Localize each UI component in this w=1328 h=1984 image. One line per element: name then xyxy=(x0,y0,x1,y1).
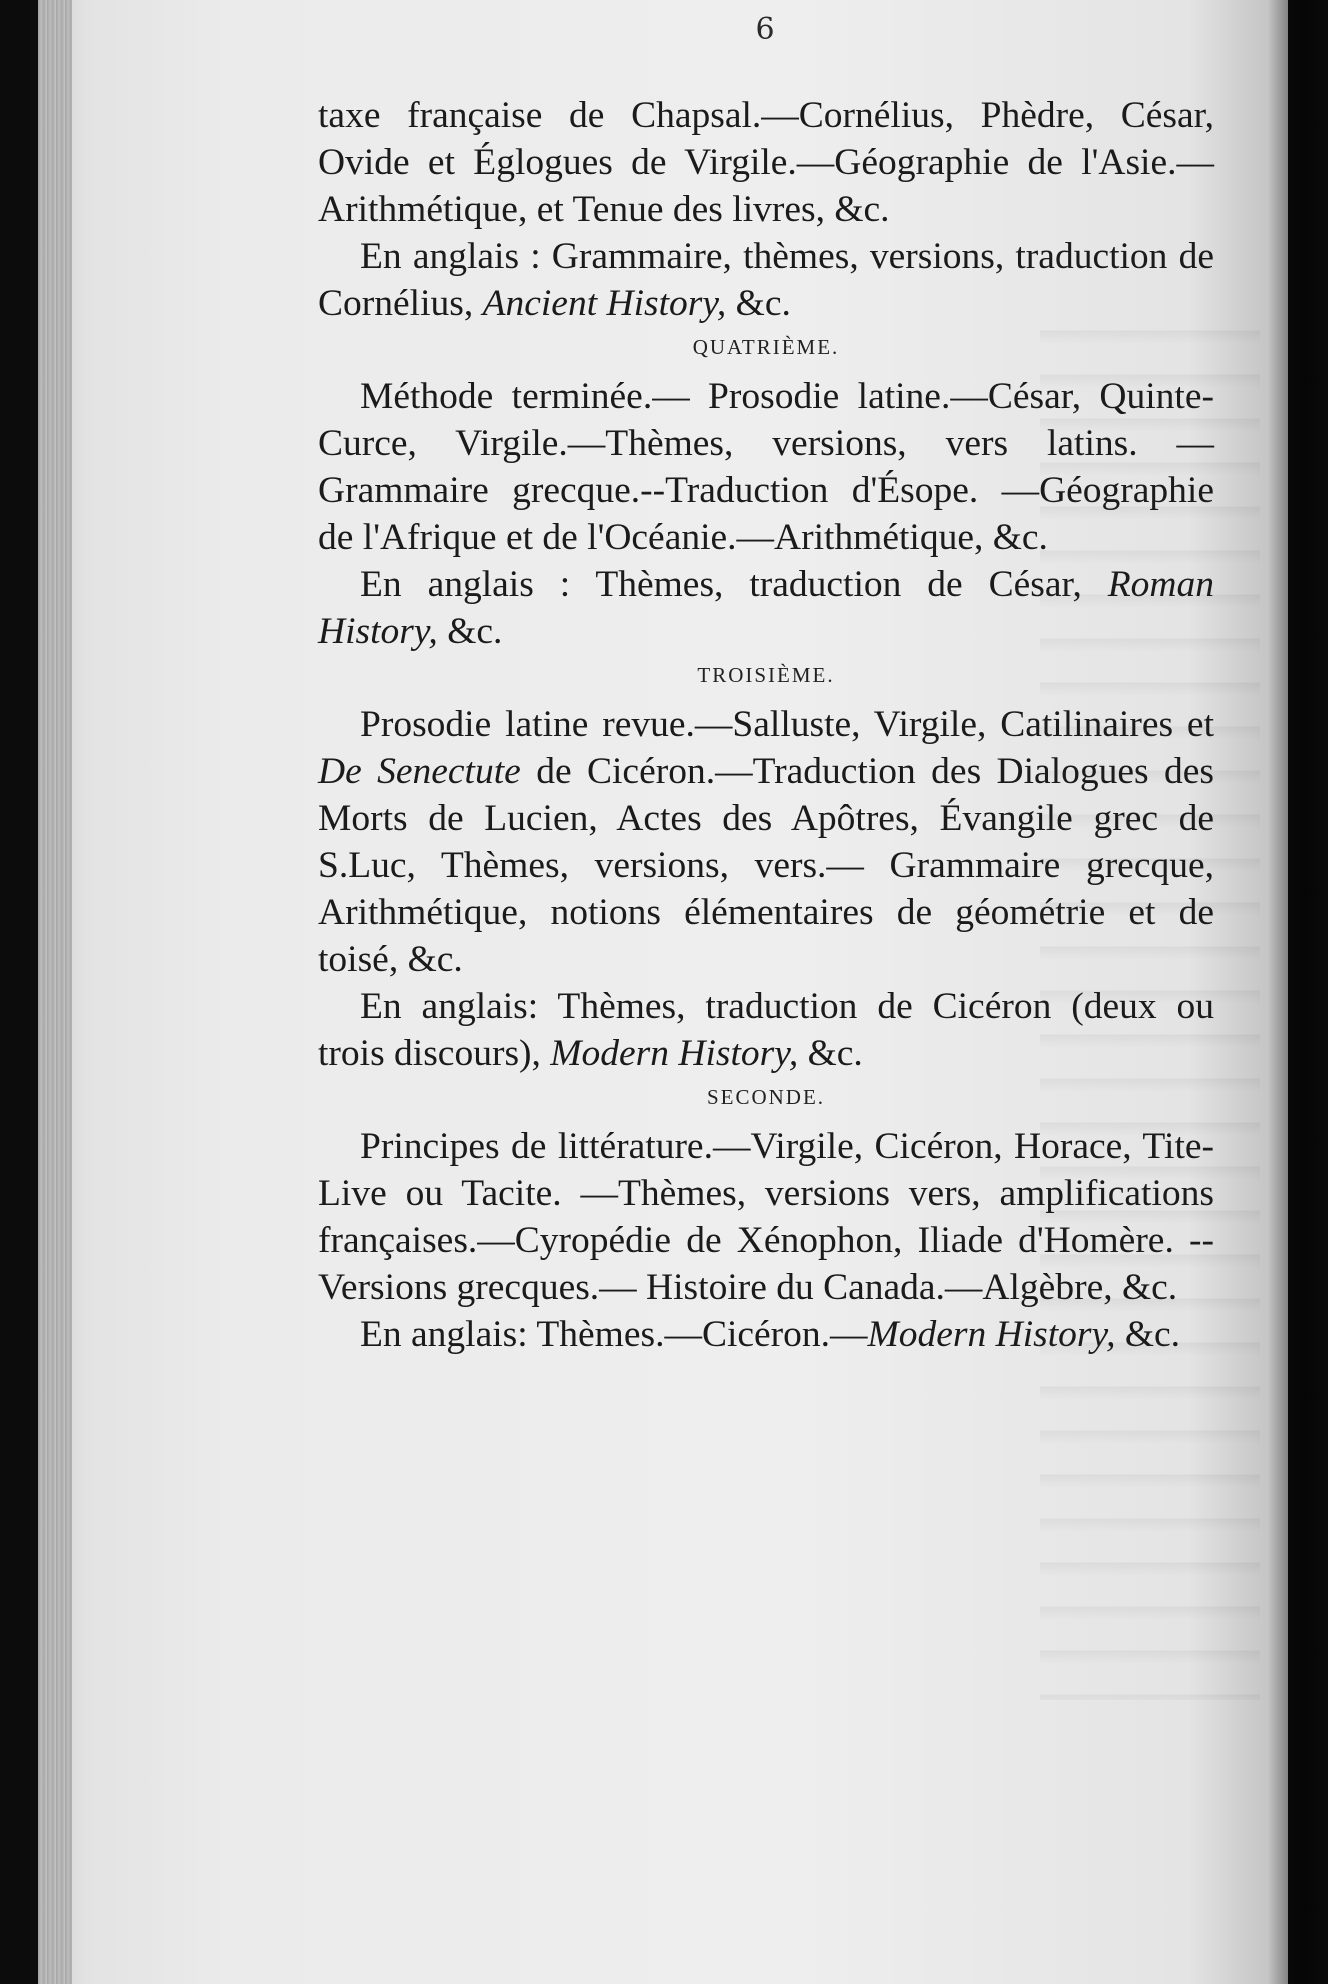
troisieme-italic: De Senectute xyxy=(318,751,521,792)
troisieme-english-text: En anglais: Thèmes, traduction de Cicéron (deux ou trois discours), xyxy=(318,986,1214,1074)
intro-english-paragraph xyxy=(318,233,1214,327)
intro-english-suffix: &c. xyxy=(726,283,791,324)
quatrieme-english-paragraph xyxy=(318,561,1214,655)
troisieme-english-paragraph xyxy=(318,983,1214,1077)
seconde-english-text: En anglais: Thèmes.—Cicéron.— xyxy=(360,1314,868,1355)
seconde-english-italic: Modern History, xyxy=(867,1314,1116,1355)
seconde-english-paragraph xyxy=(318,1311,1214,1358)
binding-shadow xyxy=(1268,0,1328,1984)
quatrieme-english-text: En anglais : Thèmes, traduction de César, xyxy=(360,564,1108,605)
heading-troisieme: TROISIÈME. xyxy=(697,663,835,687)
body-text xyxy=(318,92,1214,1358)
quatrieme-english-italic: Roman History, xyxy=(318,564,1214,652)
troisieme-suffix: de Cicéron.—Traduction des Dialogues des Morts de Lucien, Actes des Apôtres, Évangile grec de S.Luc, Thèmes, versions, vers.— Grammaire grecque, Arithmétique, notions élémentaires de géométrie et de toisé, &c. xyxy=(318,751,1214,980)
seconde-english-suffix: &c. xyxy=(1115,1314,1181,1355)
troisieme-english-italic: Modern History, xyxy=(550,1033,799,1074)
intro-english-italic: Ancient History, xyxy=(482,283,727,324)
heading-seconde: SECONDE. xyxy=(706,1085,826,1109)
quatrieme-english-suffix: &c. xyxy=(437,611,503,652)
intro-paragraph: taxe française de Chapsal.—Cornélius, Phèdre, César, Ovide et Églogues de Virgile.—Géographie de l'Asie.—Arithmétique, et Tenue des livres, &c. xyxy=(318,95,1214,230)
seconde-paragraph: Principes de littérature.—Virgile, Cicéron, Horace, Tite-Live ou Tacite. —Thèmes, versions vers, amplifications françaises.—Cyropédie de Xénophon, Iliade d'Homère. --Versions grecques.— Histoire du Canada.—Algèbre, &c. xyxy=(318,1126,1214,1308)
heading-quatrieme: QUATRIÈME. xyxy=(692,335,840,359)
intro-english-text: En anglais : Grammaire, thèmes, versions, traduction de Cornélius, xyxy=(318,236,1214,324)
page-number: 6 xyxy=(755,12,775,47)
quatrieme-paragraph: Méthode terminée.— Prosodie latine.—César, Quinte-Curce, Virgile.—Thèmes, versions, vers latins. —Grammaire grecque.--Traduction d'Ésope. —Géographie de l'Afrique et de l'Océanie.—Arithmétique, &c. xyxy=(318,376,1214,558)
troisieme-english-suffix: &c. xyxy=(798,1033,863,1074)
page-edge-stack xyxy=(38,0,72,1984)
troisieme-paragraph xyxy=(318,701,1214,983)
troisieme-text: Prosodie latine revue.—Salluste, Virgile, Catilinaires et xyxy=(360,704,1214,745)
